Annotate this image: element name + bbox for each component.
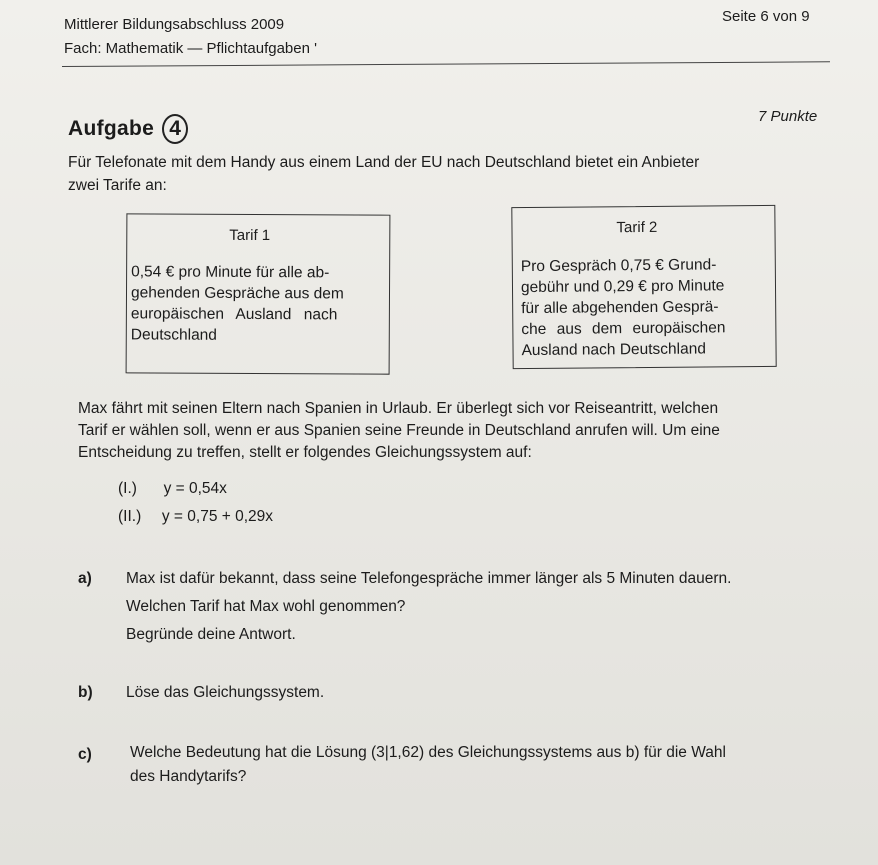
tariff-2-line: für alle abgehenden Gesprä- [521, 298, 719, 318]
tariff-2-line: Ausland nach Deutschland [521, 340, 707, 360]
tariff-1-line: gehenden Gespräche aus dem [130, 284, 344, 303]
header-divider [62, 61, 830, 67]
page-number: Seite 6 von 9 [722, 8, 810, 25]
question-b-label: b) [78, 684, 93, 701]
scenario-line-1: Max fährt mit seinen Eltern nach Spanien in Urlaub. Er überlegt sich vor Reiseantritt, welchen [78, 400, 719, 417]
tariff-2-line: che aus dem europäischen [521, 319, 726, 339]
subject-line: Fach: Mathematik — Pflichtaufgaben ' [64, 40, 317, 57]
tariff-1-line: Deutschland [130, 326, 217, 344]
tariff-1-line: 0,54 € pro Minute für alle ab- [131, 263, 330, 282]
equation-2 [118, 508, 273, 526]
tariff-2-line: Pro Gespräch 0,75 € Grund- [520, 256, 717, 276]
question-a-line-3: Begründe deine Antwort. [126, 626, 296, 643]
question-a-line-2: Welchen Tarif hat Max wohl genommen? [126, 598, 406, 615]
scenario-line-2: Tarif er wählen soll, wenn er aus Spanien seine Freunde in Deutschland anrufen will. Um eine [78, 422, 720, 439]
intro-line-2: zwei Tarife an: [68, 177, 167, 194]
equation-formula: y = 0,75 + 0,29x [161, 508, 274, 525]
intro-line-1: Für Telefonate mit dem Handy aus einem Land der EU nach Deutschland bietet ein Anbieter [68, 154, 700, 171]
equation-label: (II.) [118, 508, 142, 525]
tariff-1-title: Tarif 1 [229, 226, 271, 245]
question-a-line-1: Max ist dafür bekannt, dass seine Telefongespräche immer länger als 5 Minuten dauern. [126, 570, 732, 587]
task-label: Aufgabe [68, 117, 155, 140]
task-number: 4 [162, 114, 188, 144]
tariff-1-line: europäischen Ausland nach [130, 305, 338, 324]
tariff-box-1 [126, 213, 391, 374]
question-c-line-2: des Handytarifs? [130, 768, 247, 785]
tariff-2-title: Tarif 2 [616, 218, 658, 237]
tariff-2-text [521, 254, 772, 361]
equation-1 [118, 480, 227, 498]
question-c-label: c) [78, 746, 92, 763]
scenario-line-3: Entscheidung zu treffen, stellt er folgendes Gleichungssystem auf: [78, 444, 532, 461]
tariff-1-text [131, 261, 377, 346]
task-heading [68, 114, 188, 144]
exam-title: Mittlerer Bildungsabschluss 2009 [64, 16, 285, 33]
question-b-line-1: Löse das Gleichungssystem. [126, 684, 325, 701]
question-a-label: a) [78, 570, 92, 587]
equation-label: (I.) [118, 480, 137, 497]
task-points: 7 Punkte [758, 108, 818, 125]
equation-formula: y = 0,54x [163, 480, 227, 497]
question-c-line-1: Welche Bedeutung hat die Lösung (3|1,62) des Gleichungssystems aus b) für die Wahl [130, 744, 726, 761]
tariff-box-2 [511, 205, 776, 369]
tariff-2-line: gebühr und 0,29 € pro Minute [520, 277, 725, 297]
